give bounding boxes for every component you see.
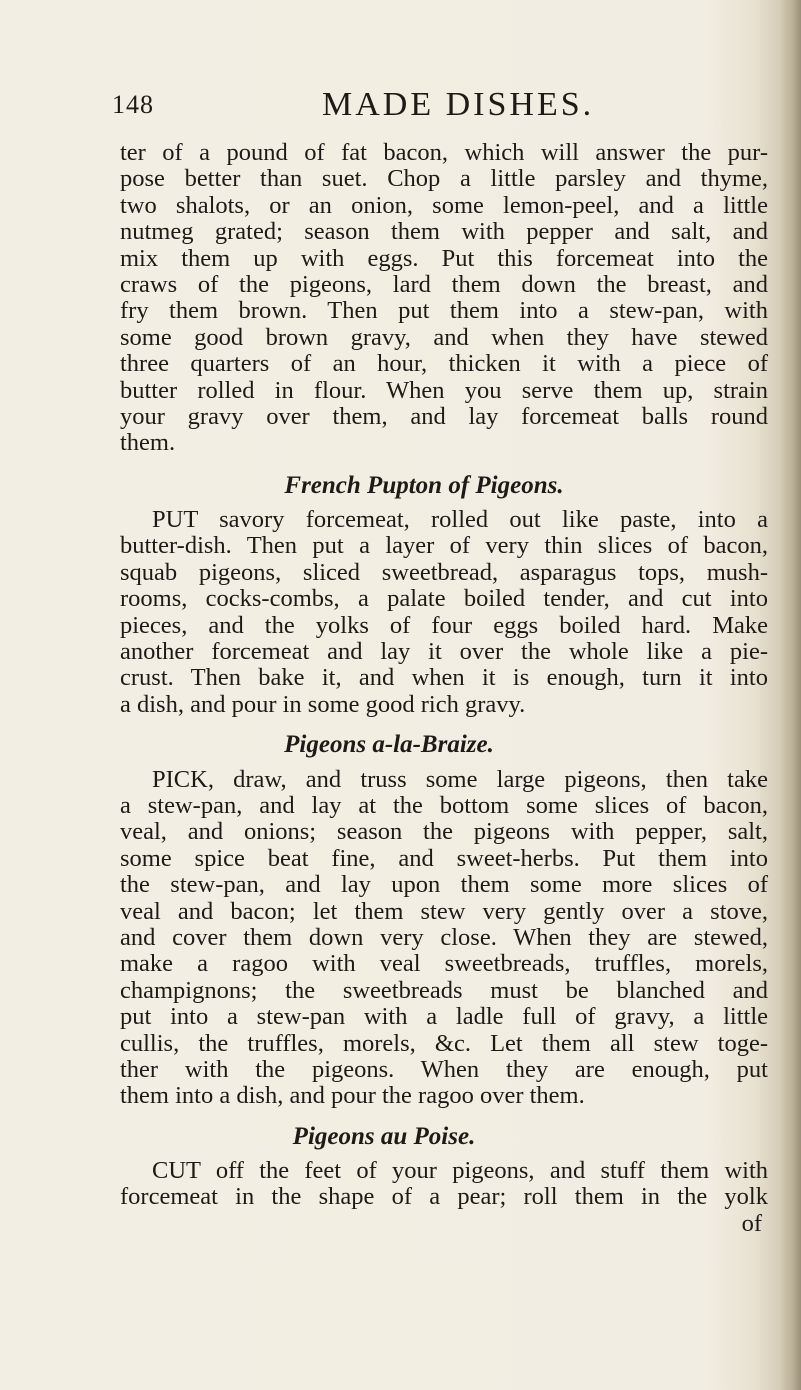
text-line: PICK, draw, and truss some large pigeons, then take bbox=[152, 765, 768, 793]
text-line: veal and bacon; let them stew very gently over a stove, bbox=[120, 897, 768, 925]
text-line: ter of a pound of fat bacon, which will answer the pur- bbox=[120, 139, 768, 166]
catchword: of bbox=[741, 1209, 762, 1237]
text-line: squab pigeons, sliced sweetbread, asparagus tops, mush- bbox=[120, 558, 768, 586]
text-line: three quarters of an hour, thicken it with a piece of bbox=[120, 350, 768, 378]
page-number: 148 bbox=[112, 90, 154, 119]
recipe-title: Pigeons a-la-Braize. bbox=[284, 731, 494, 759]
text-line: another forcemeat and lay it over the whole like a pie- bbox=[120, 638, 768, 666]
text-line: pose better than suet. Chop a little parsley and thyme, bbox=[120, 165, 768, 193]
intro-paragraph bbox=[120, 140, 768, 457]
text-line: craws of the pigeons, lard them down the breast, and bbox=[120, 270, 768, 298]
recipe-pigeons-au-poise bbox=[120, 1124, 768, 1238]
text-line: a dish, and pour in some good rich gravy. bbox=[120, 690, 526, 718]
running-head: MADE DISHES. bbox=[322, 86, 595, 123]
recipe-title: Pigeons au Poise. bbox=[292, 1122, 476, 1150]
text-line: veal, and onions; season the pigeons with pepper, salt, bbox=[120, 818, 768, 846]
text-line: make a ragoo with veal sweetbreads, truffles, morels, bbox=[120, 950, 768, 978]
text-line: forcemeat in the shape of a pear; roll them in the yolk bbox=[120, 1183, 768, 1211]
text-line: a stew-pan, and lay at the bottom some slices of bacon, bbox=[120, 791, 768, 819]
text-line: champignons; the sweetbreads must be blanched and bbox=[120, 976, 768, 1004]
text-line: them into a dish, and pour the ragoo over them. bbox=[120, 1082, 585, 1110]
text-line: cullis, the truffles, morels, &c. Let them all stew toge- bbox=[120, 1029, 768, 1057]
text-block bbox=[120, 140, 768, 1237]
text-line: fry them brown. Then put them into a stew-pan, with bbox=[120, 297, 768, 325]
text-line: nutmeg grated; season them with pepper and salt, and bbox=[120, 218, 768, 246]
text-line: CUT off the feet of your pigeons, and stuff them with bbox=[152, 1157, 768, 1185]
text-line: some spice beat fine, and sweet-herbs. Put them into bbox=[120, 844, 768, 872]
text-line: rooms, cocks-combs, a palate boiled tender, and cut into bbox=[120, 585, 768, 613]
text-line: your gravy over them, and lay forcemeat balls round bbox=[120, 402, 768, 430]
text-line: them. bbox=[120, 429, 176, 457]
recipe-title: French Pupton of Pigeons. bbox=[284, 471, 564, 499]
recipe-french-pupton bbox=[120, 473, 768, 719]
text-line: some good brown gravy, and when they have stewed bbox=[120, 323, 768, 351]
text-line: and cover them down very close. When they are stewed, bbox=[120, 923, 768, 951]
text-line: butter-dish. Then put a layer of very thin slices of bacon, bbox=[120, 532, 768, 560]
text-line: PUT savory forcemeat, rolled out like paste, into a bbox=[152, 506, 768, 534]
text-line: two shalots, or an onion, some lemon-peel, and a little bbox=[120, 191, 768, 219]
text-line: butter rolled in flour. When you serve them up, strain bbox=[120, 376, 768, 404]
text-line: the stew-pan, and lay upon them some more slices of bbox=[120, 871, 768, 899]
recipe-pigeons-a-la-braize bbox=[120, 732, 768, 1109]
text-line: mix them up with eggs. Put this forcemeat into the bbox=[120, 244, 768, 272]
text-line: pieces, and the yolks of four eggs boiled hard. Make bbox=[120, 611, 768, 639]
page-edge-shadow bbox=[779, 0, 801, 1390]
text-line: put into a stew-pan with a ladle full of gravy, a little bbox=[120, 1003, 768, 1031]
text-line: ther with the pigeons. When they are enough, put bbox=[120, 1055, 768, 1083]
page-header bbox=[112, 86, 752, 130]
text-line: crust. Then bake it, and when it is enough, turn it into bbox=[120, 664, 768, 692]
